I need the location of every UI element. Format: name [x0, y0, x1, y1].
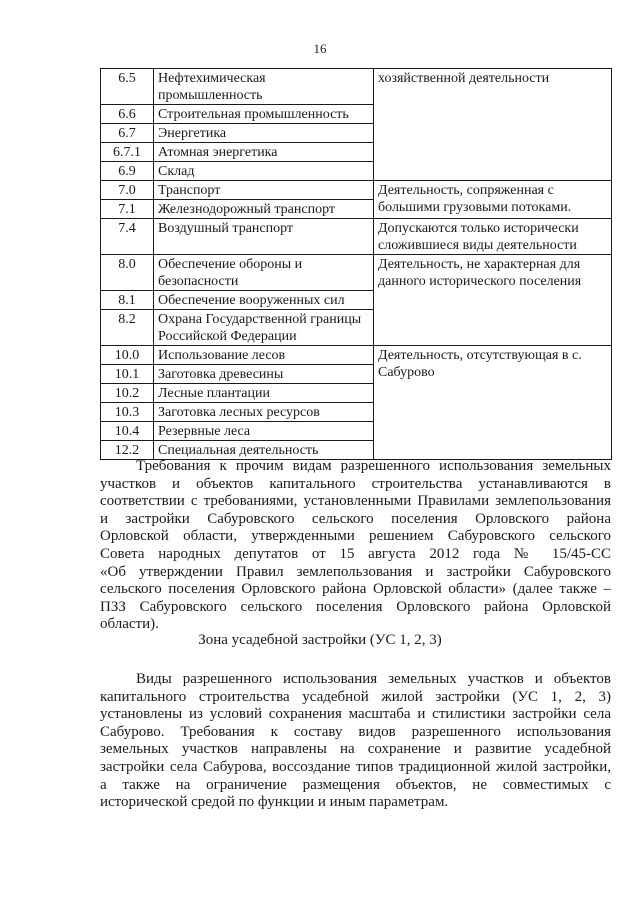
page-number: 16 — [313, 41, 327, 56]
use-name: Использование лесов — [154, 346, 374, 365]
use-code: 8.2 — [101, 310, 154, 346]
text-line: и застройки Сабуровского сельского поселения Орловского района — [100, 510, 611, 527]
use-name: Специальная деятельность — [154, 441, 374, 460]
text-line: а также на ограничение размещения объектов, не совместимых с — [100, 776, 611, 793]
use-name: Резервные леса — [154, 422, 374, 441]
use-name: Заготовка лесных ресурсов — [154, 403, 374, 422]
text-line: исторической средой по функции и иным параметрам. — [100, 794, 449, 811]
use-code: 8.1 — [101, 291, 154, 310]
text-line: капитального строительства усадебной жилой застройки (УС 1, 2, 3) — [100, 688, 611, 705]
use-code: 10.3 — [101, 403, 154, 422]
table-row — [101, 69, 612, 105]
use-code: 6.5 — [101, 69, 154, 105]
use-code: 7.0 — [101, 181, 154, 200]
note-defense: Деятельность, не характерная для данного исторического поселения — [374, 255, 612, 346]
text-line: застройки села Сабурова, воссоздание типов традиционной жилой застройки, — [100, 758, 611, 775]
note-industry: хозяйственной деятельности — [374, 69, 612, 181]
paragraph-zone-description — [100, 671, 611, 812]
note-transport: Деятельность, сопряженная с большими грузовыми потоками. — [374, 181, 612, 219]
use-code: 7.4 — [101, 219, 154, 255]
text-line: Сабурово. Требования к составу видов разрешенного использования — [100, 723, 611, 740]
use-code: 10.0 — [101, 346, 154, 365]
use-code: 6.7 — [101, 124, 154, 143]
use-code: 6.6 — [101, 105, 154, 124]
use-name: Железнодорожный транспорт — [154, 200, 374, 219]
text-line: установлены из условий сохранения масштаба и стилистики застройки села — [100, 706, 611, 723]
text-line: ПЗЗ Сабуровского сельского поселения Орловского района Орловской — [100, 598, 611, 615]
use-code: 7.1 — [101, 200, 154, 219]
use-name: Транспорт — [154, 181, 374, 200]
table-row — [101, 255, 612, 291]
table-row — [101, 181, 612, 200]
use-code: 12.2 — [101, 441, 154, 460]
text-line: Орловской области, утвержденными решением Сабуровского сельского — [100, 528, 611, 545]
use-name: Нефтехимическая промышленность — [154, 69, 374, 105]
table-row — [101, 219, 612, 255]
use-name: Лесные плантации — [154, 384, 374, 403]
text-line: соответствии с требованиями, установленными Правилами землепользования — [100, 493, 611, 510]
note-forest: Деятельность, отсутствующая в с. Сабурово — [374, 346, 612, 460]
use-name: Охрана Государственной границы Российской Федерации — [154, 310, 374, 346]
table-row — [101, 346, 612, 365]
use-name: Обеспечение вооруженных сил — [154, 291, 374, 310]
text-line: Требования к прочим видам разрешенного использования земельных — [136, 458, 611, 474]
use-code: 10.2 — [101, 384, 154, 403]
use-code: 10.4 — [101, 422, 154, 441]
use-code: 6.7.1 — [101, 143, 154, 162]
use-name: Энергетика — [154, 124, 374, 143]
use-name: Атомная энергетика — [154, 143, 374, 162]
text-line: участков и объектов капитального строительства устанавливаются в — [100, 475, 611, 492]
text-line: Виды разрешенного использования земельных участков и объектов — [136, 671, 611, 687]
use-name: Обеспечение обороны и безопасности — [154, 255, 374, 291]
text-line: области). — [100, 616, 159, 633]
use-code: 8.0 — [101, 255, 154, 291]
land-use-table — [100, 68, 612, 460]
text-line: Совета народных депутатов от 15 августа 2012 года № 15/45-СС — [100, 545, 611, 562]
use-name: Заготовка древесины — [154, 365, 374, 384]
use-code: 10.1 — [101, 365, 154, 384]
text-line: сельского поселения Орловского района Орловской области» (далее также – — [100, 581, 611, 598]
use-code: 6.9 — [101, 162, 154, 181]
use-name: Склад — [154, 162, 374, 181]
note-air: Допускаются только исторически сложившиеся виды деятельности — [374, 219, 612, 255]
text-line: земельных участков направлены на сохранение и развитие усадебной — [100, 741, 611, 758]
paragraph-requirements — [100, 458, 611, 634]
use-name: Строительная промышленность — [154, 105, 374, 124]
text-line: «Об утверждении Правил землепользования и застройки Сабуровского — [100, 563, 611, 580]
use-name: Воздушный транспорт — [154, 219, 374, 255]
section-heading: Зона усадебной застройки (УС 1, 2, 3) — [198, 632, 442, 648]
